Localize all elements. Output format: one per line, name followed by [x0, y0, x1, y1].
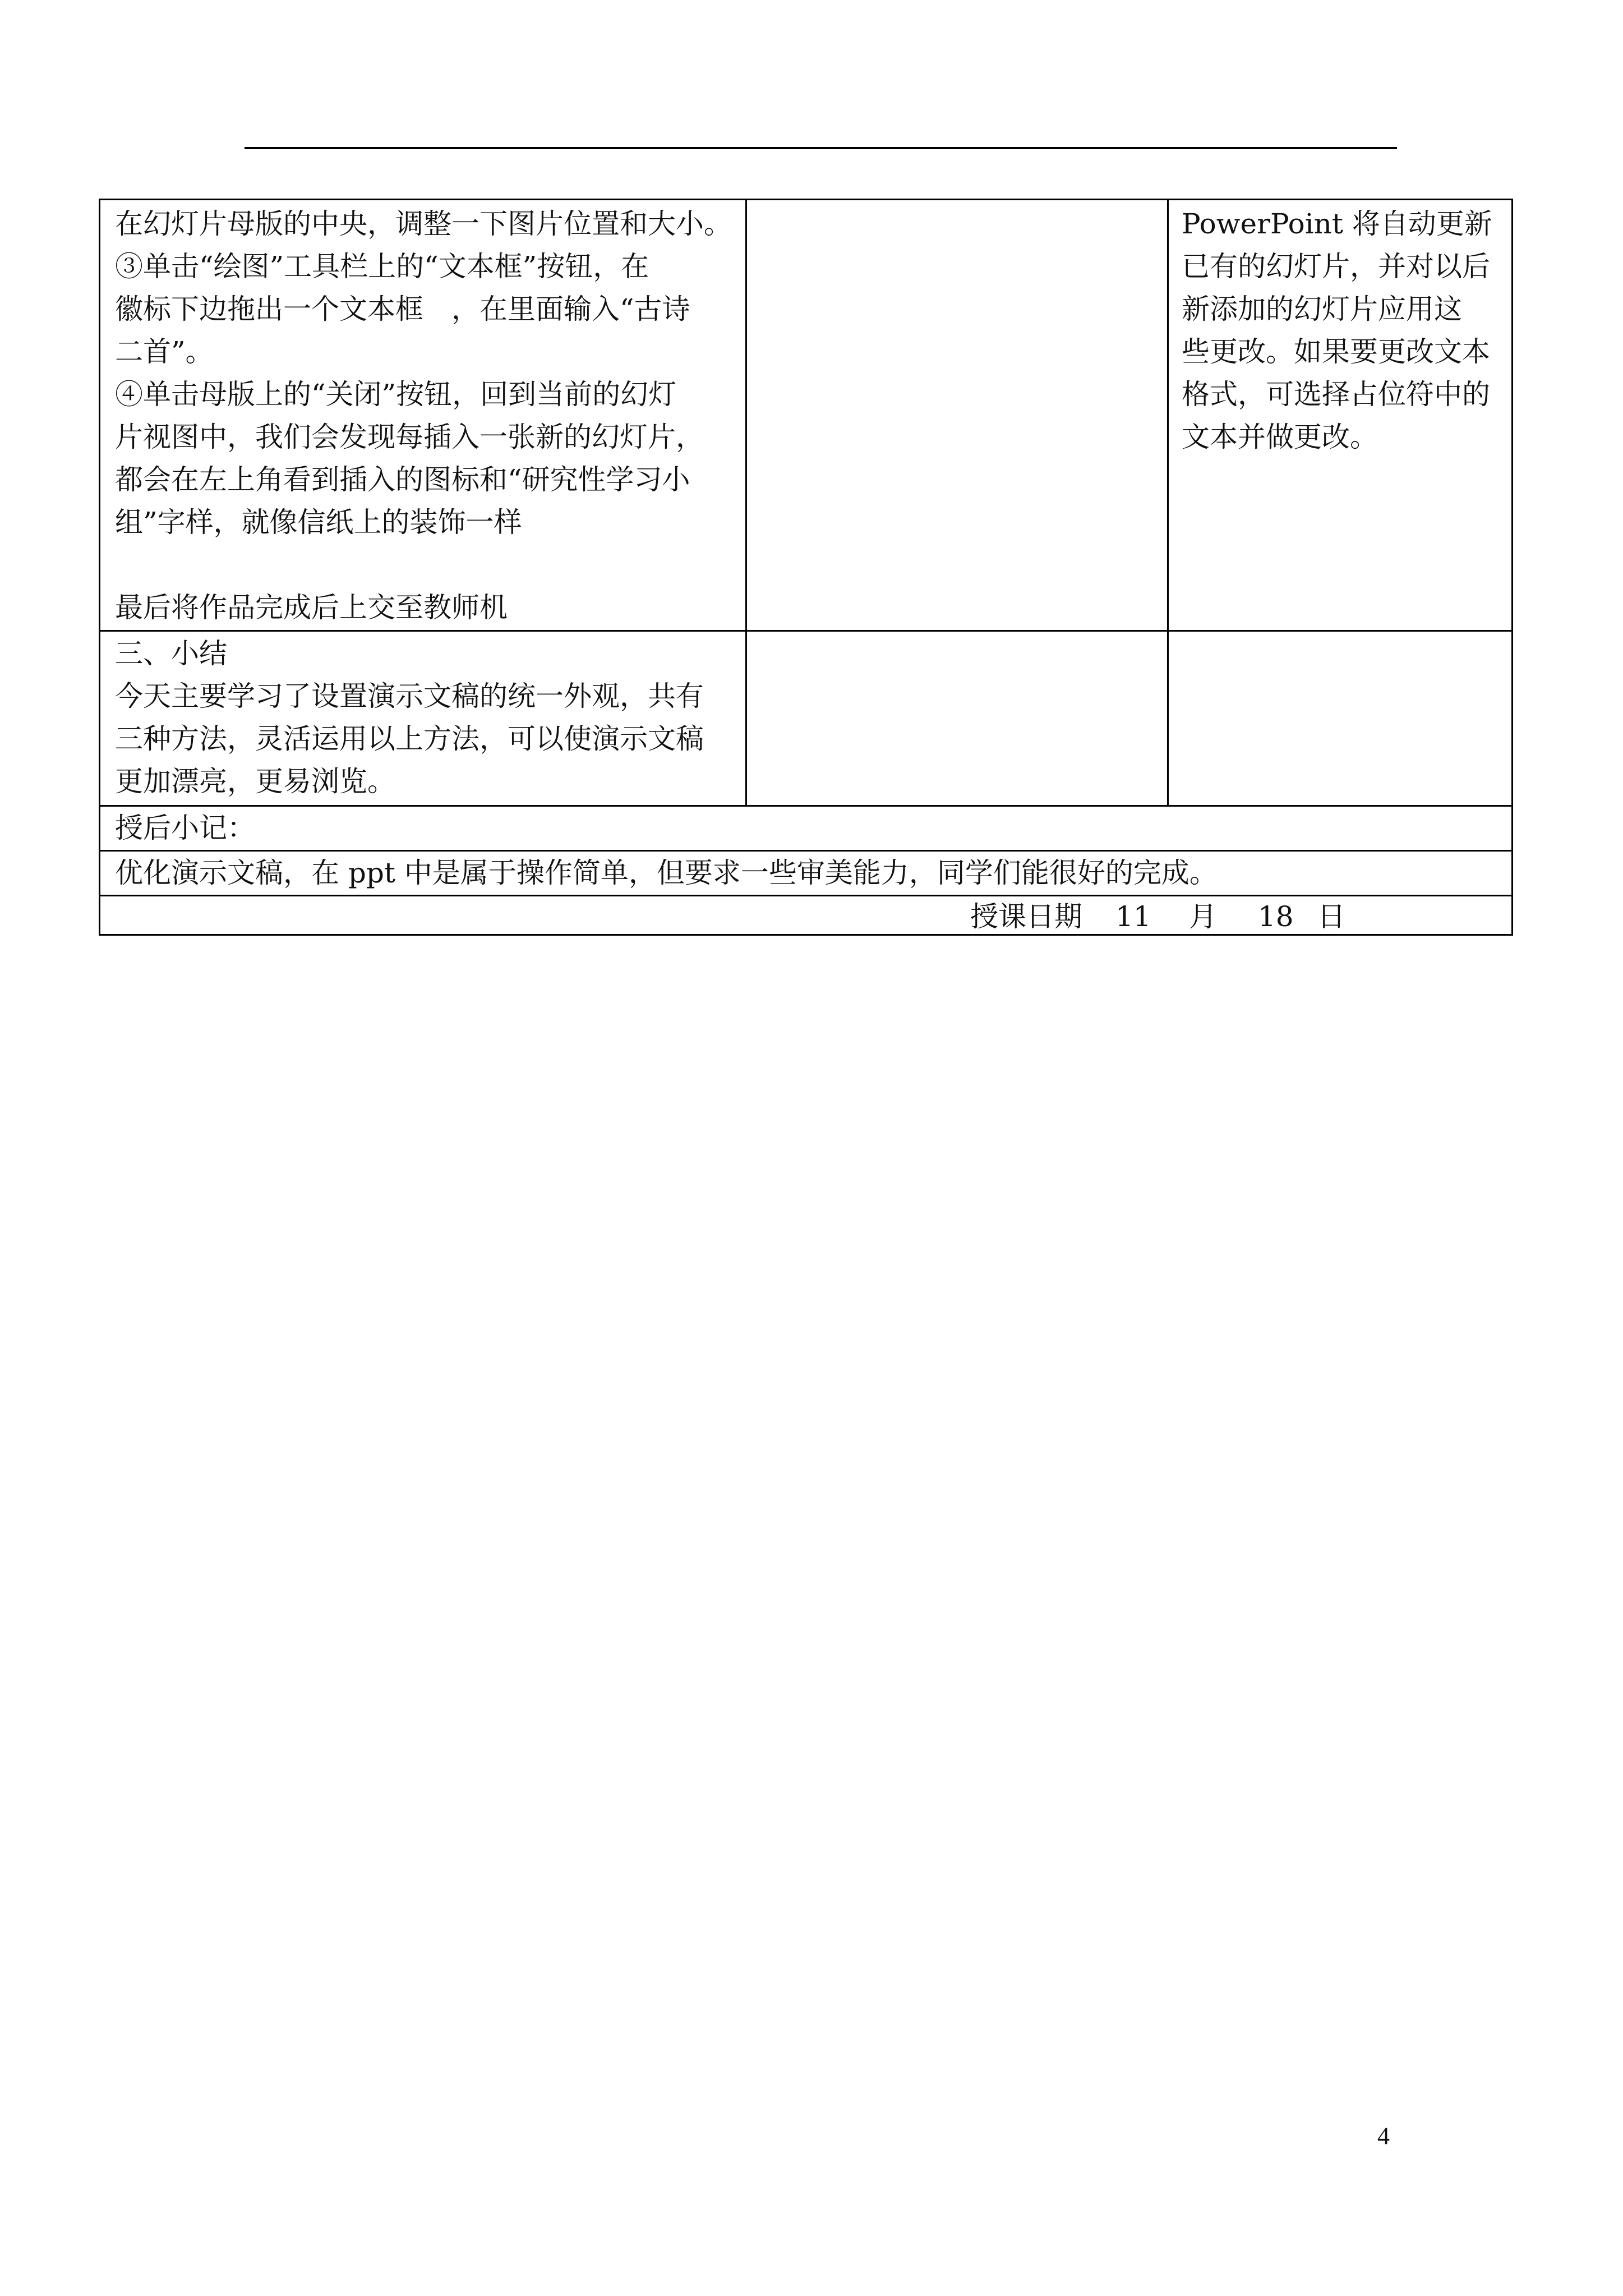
text-line: 文本并做更改。 — [1182, 421, 1378, 453]
notes-label-cell — [115, 807, 255, 849]
text-line: ③单击“绘图”工具栏上的“文本框”按钮，在 — [115, 250, 649, 283]
date-month-unit: 月 — [1189, 900, 1217, 933]
row-divider — [100, 805, 1511, 807]
text-line: 已有的幻灯片，并对以后 — [1182, 250, 1490, 283]
text-line: 更加漂亮，更易浏览。 — [115, 765, 395, 798]
text-line: 格式，可选择占位符中的 — [1182, 378, 1490, 411]
notes-text-cell — [115, 852, 1218, 894]
row1-left-cell — [115, 203, 743, 629]
text-line: 些更改。如果要更改文本 — [1182, 335, 1490, 368]
text-line: 徽标下边拖出一个文本框 ，在里面输入“古诗 — [115, 293, 690, 325]
text-line: 二首”。 — [115, 335, 214, 368]
row1-right-cell — [1182, 203, 1507, 458]
text-line: 组”字样，就像信纸上的装饰一样 — [115, 506, 522, 539]
text-line: 都会在左上角看到插入的图标和“研究性学习小 — [115, 463, 690, 496]
text-line: 最后将作品完成后上交至教师机 — [115, 591, 508, 624]
date-label: 授课日期 — [970, 900, 1082, 933]
date-day-unit: 日 — [1317, 900, 1345, 933]
column-divider — [745, 200, 747, 805]
date-row — [100, 896, 1511, 937]
text-line: 三种方法，灵活运用以上方法，可以使演示文稿 — [115, 723, 704, 755]
text-line: 新添加的幻灯片应用这 — [1182, 293, 1462, 325]
text-line: ④单击母版上的“关闭”按钮，回到当前的幻灯 — [115, 378, 677, 411]
row2-left-cell — [115, 632, 743, 803]
date-month: 11 — [1115, 900, 1151, 933]
row-divider — [100, 630, 1511, 632]
notes-text: 优化演示文稿，在 ppt 中是属于操作简单，但要求一些审美能力，同学们能很好的完成。 — [115, 857, 1218, 889]
page-number: 4 — [1377, 2122, 1390, 2150]
lesson-table — [99, 199, 1513, 936]
header-rule — [245, 147, 1397, 149]
text-line: 在幻灯片母版的中央，调整一下图片位置和大小。 — [115, 208, 732, 240]
text-line: 片视图中，我们会发现每插入一张新的幻灯片， — [115, 421, 704, 453]
section-heading: 三、小结 — [115, 637, 227, 670]
notes-label: 授后小记： — [115, 812, 255, 844]
column-divider — [1167, 200, 1169, 805]
text-line: PowerPoint 将自动更新 — [1182, 208, 1492, 240]
text-line: 今天主要学习了设置演示文稿的统一外观，共有 — [115, 680, 704, 712]
date-day: 18 — [1258, 900, 1294, 933]
text-line — [115, 544, 743, 586]
